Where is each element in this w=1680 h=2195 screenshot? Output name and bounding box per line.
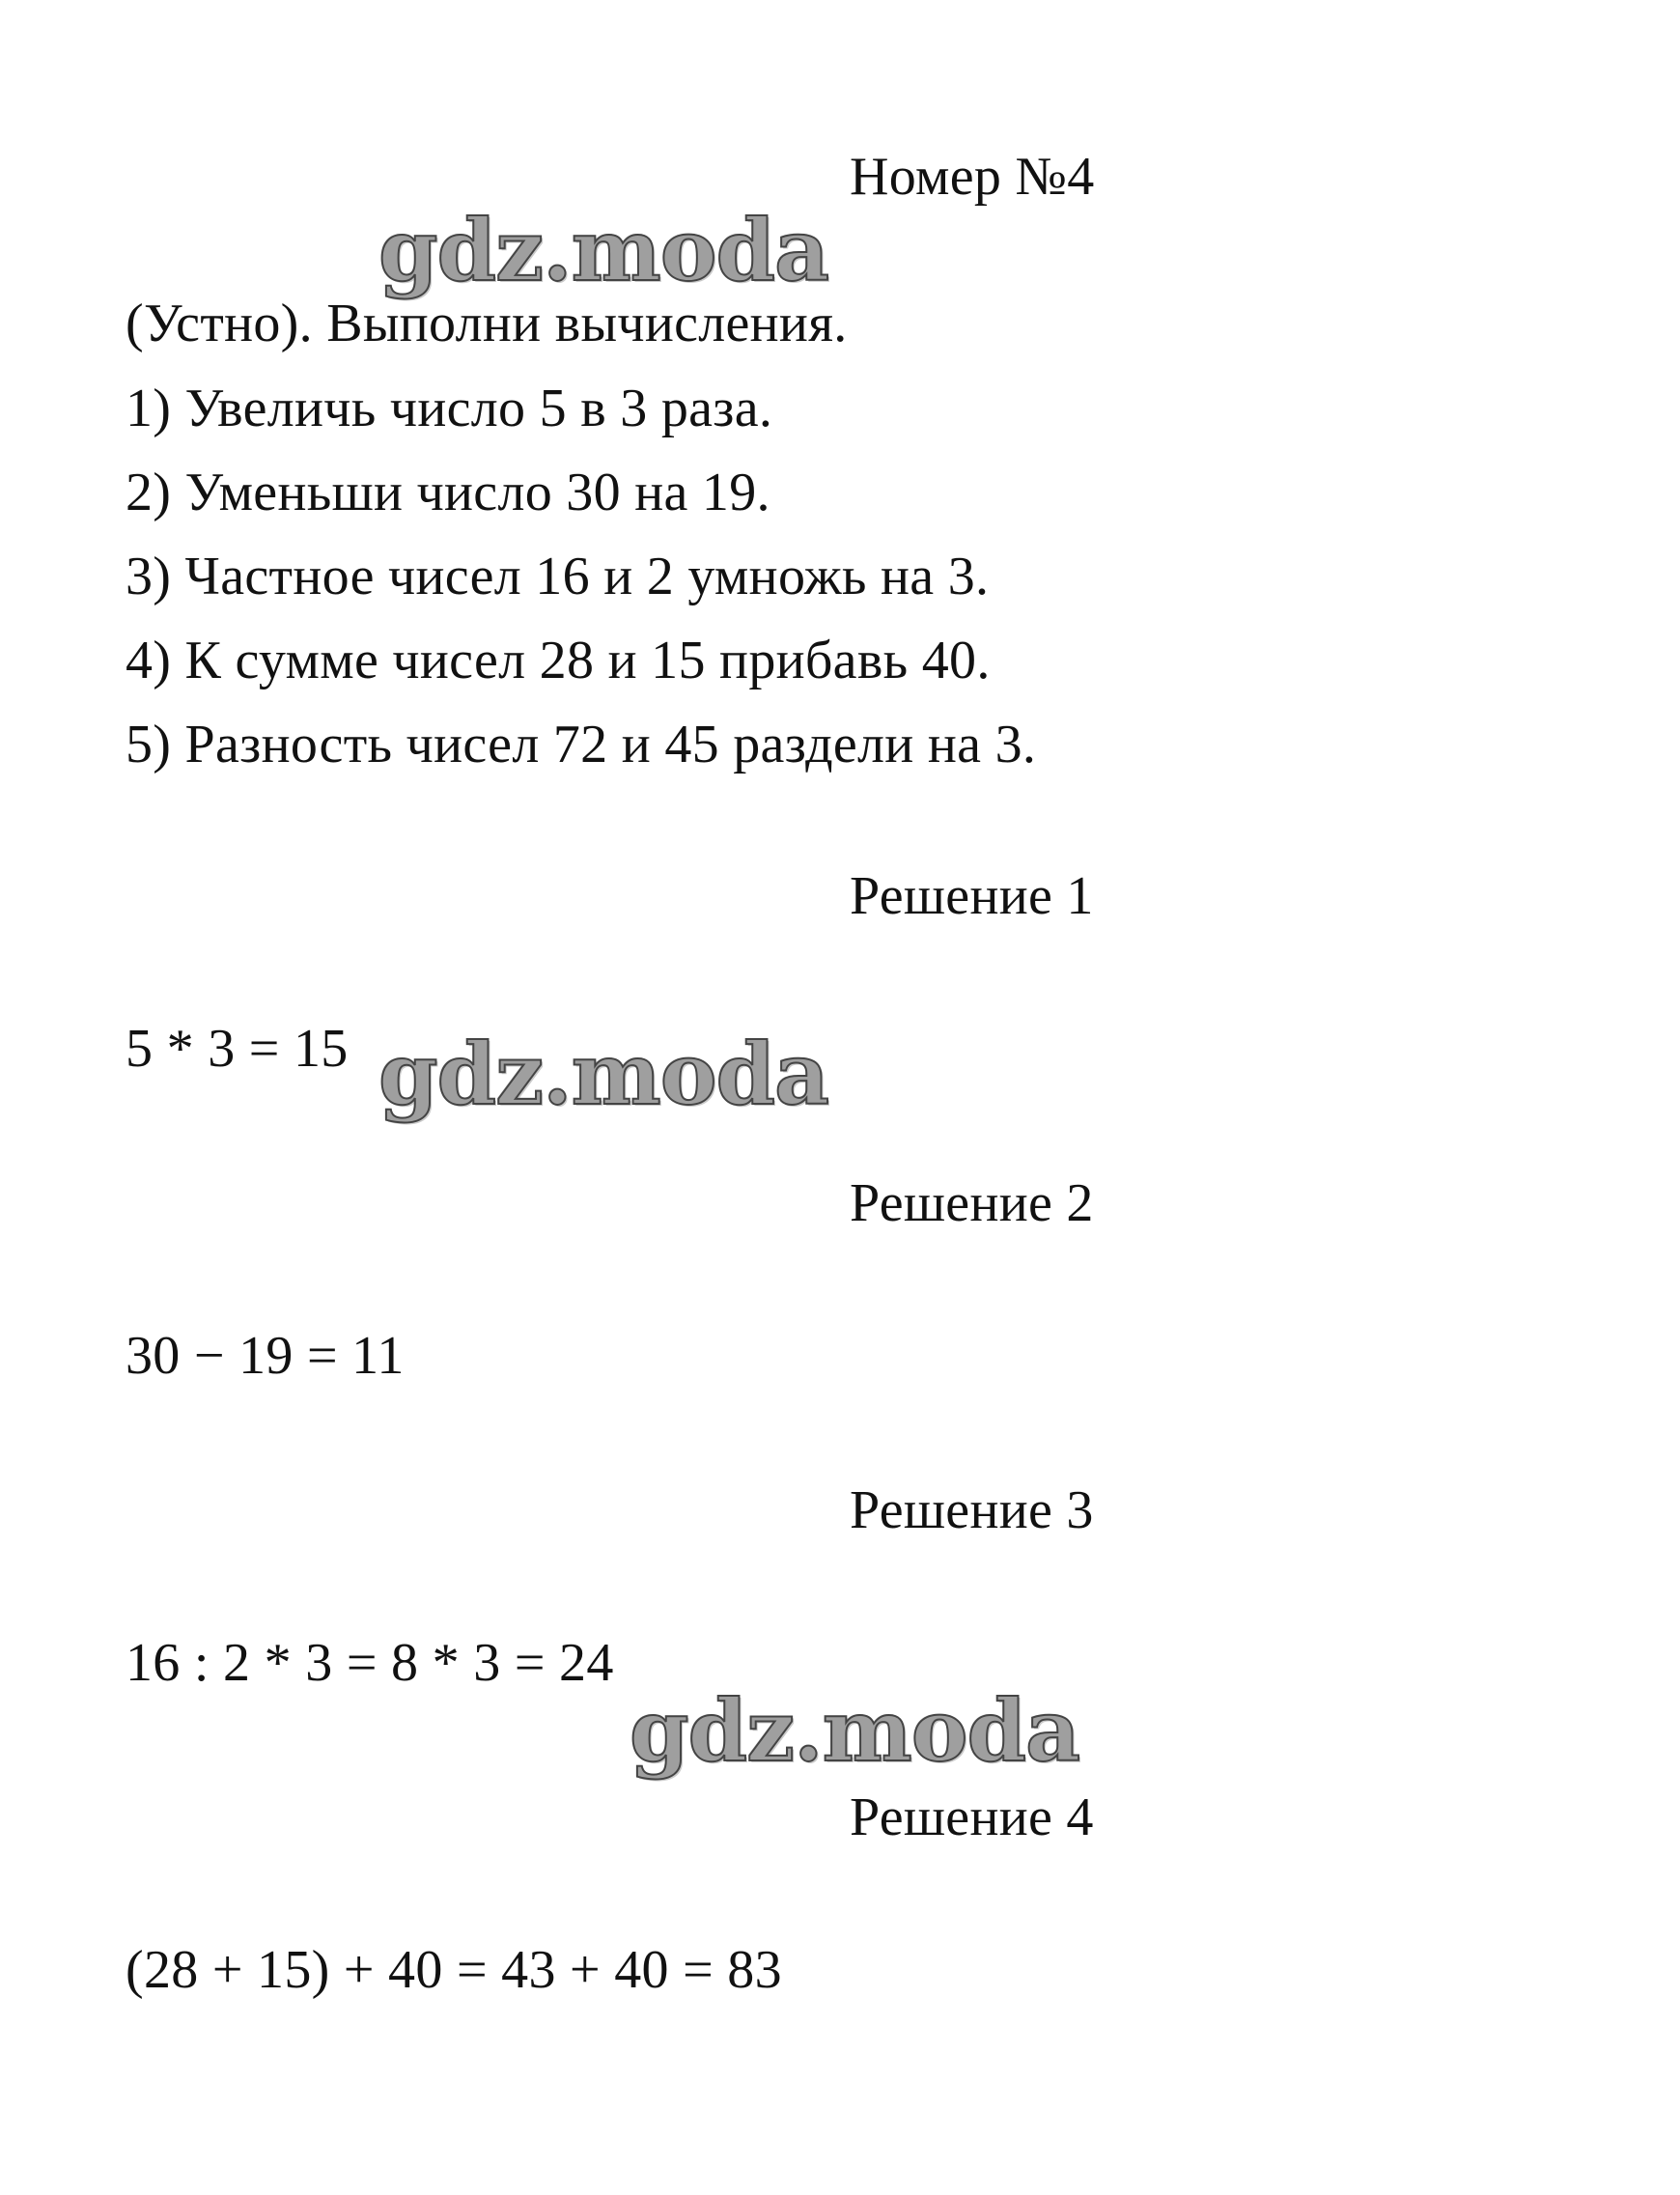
task-title: Номер №4 (850, 147, 1095, 207)
solution-text: 16 : 2 * 3 = 8 * 3 = 24 (126, 1633, 614, 1693)
solution-heading: Решение 2 (850, 1173, 1094, 1233)
task-item: 2) Уменьши число 30 на 19. (126, 463, 770, 522)
solution-text: 30 − 19 = 11 (126, 1326, 405, 1386)
solution-heading: Решение 4 (850, 1787, 1094, 1847)
task-intro: (Устно). Выполни вычисления. (126, 294, 848, 353)
task-item: 1) Увеличь число 5 в 3 раза. (126, 379, 773, 438)
task-item: 4) К сумме чисел 28 и 15 прибавь 40. (126, 631, 991, 690)
solution-heading: Решение 3 (850, 1480, 1094, 1540)
task-item: 3) Частное чисел 16 и 2 умножь на 3. (126, 547, 990, 606)
solution-text: (28 + 15) + 40 = 43 + 40 = 83 (126, 1940, 782, 2000)
watermark-logo: gdz.moda (378, 1024, 829, 1124)
solution-heading: Решение 1 (850, 866, 1094, 926)
solution-text: 5 * 3 = 15 (126, 1019, 349, 1079)
watermark-logo: gdz.moda (378, 200, 829, 300)
task-item: 5) Разность чисел 72 и 45 раздели на 3. (126, 715, 1037, 774)
watermark-logo: gdz.moda (630, 1680, 1080, 1781)
